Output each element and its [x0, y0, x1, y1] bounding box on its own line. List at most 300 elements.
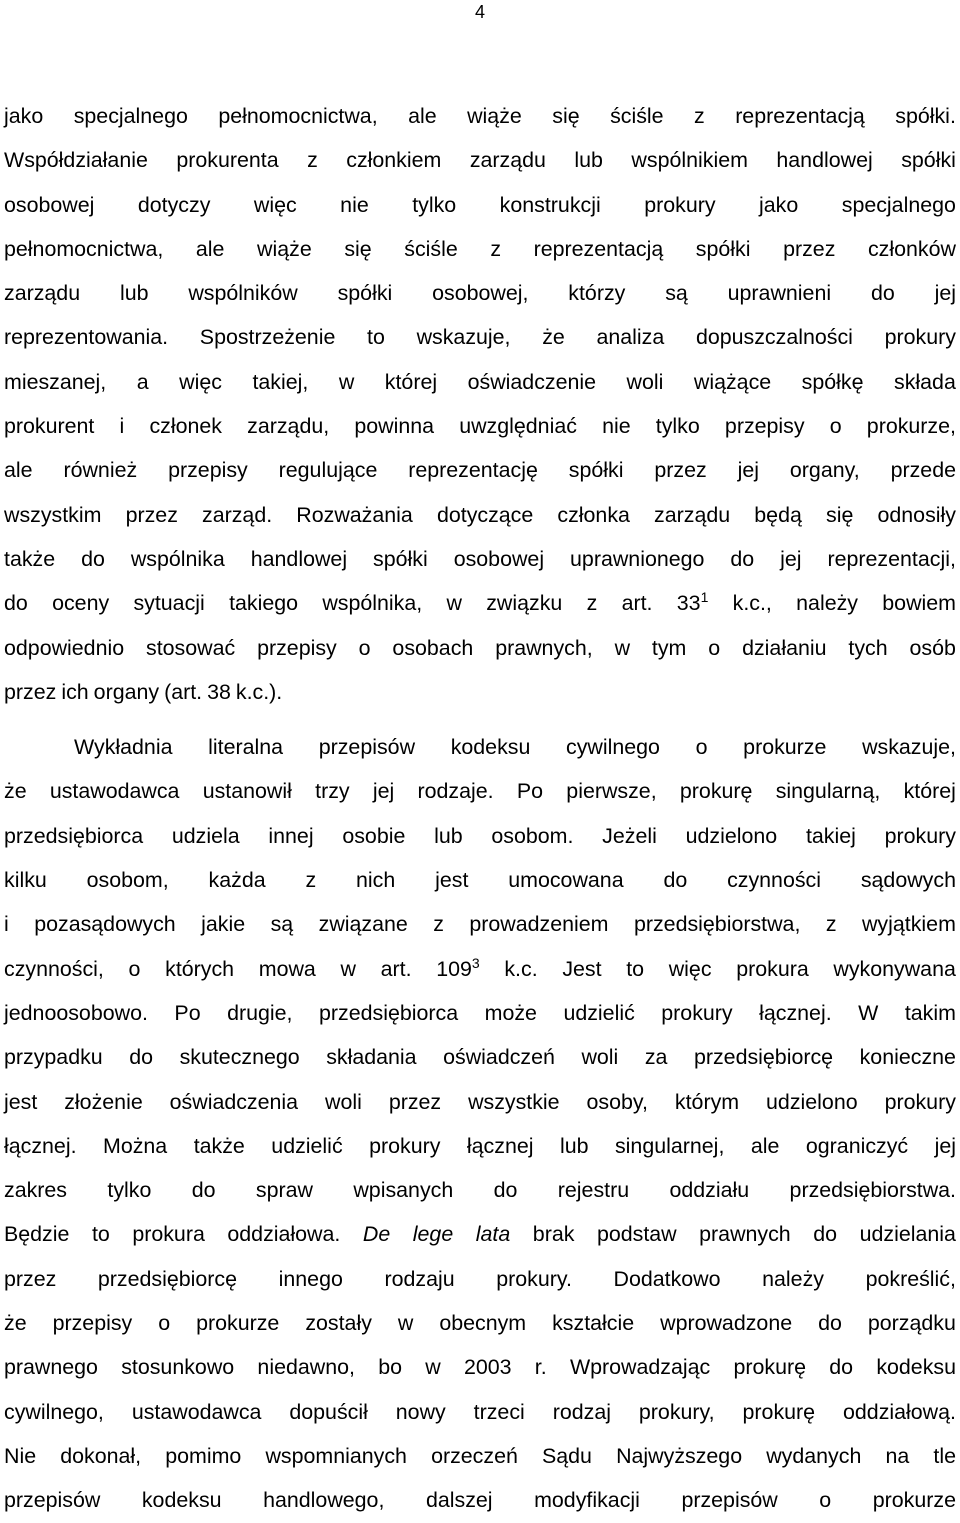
word: czynności,: [4, 956, 104, 981]
body-text: [4, 94, 956, 1523]
word: skutecznego: [179, 1045, 300, 1070]
word: przedsiębiorca: [4, 823, 144, 848]
word: związku: [486, 591, 563, 616]
word: jako: [4, 104, 44, 128]
word: zarząd.: [202, 502, 273, 527]
word: zakres: [4, 1178, 68, 1203]
word: prokurę: [742, 1399, 816, 1424]
word: konstrukcji: [499, 192, 601, 217]
word: jest: [4, 1089, 38, 1114]
word: jako: [759, 192, 799, 217]
word: ale: [4, 458, 33, 483]
word: lub: [119, 281, 149, 306]
word: woli: [581, 1045, 619, 1070]
word: do: [730, 546, 755, 571]
word: obecnym: [439, 1311, 527, 1336]
word: przez: [783, 236, 836, 261]
word: Wykładnia: [74, 735, 173, 760]
word: stosować: [146, 635, 236, 660]
word: wpisanych: [353, 1178, 454, 1203]
word: członek: [149, 414, 222, 439]
word: kodeksu: [141, 1488, 222, 1513]
word: należy: [762, 1266, 824, 1291]
word: z: [305, 868, 317, 893]
word: woli: [626, 369, 664, 394]
word: składania: [326, 1045, 417, 1070]
word: singularną,: [775, 779, 881, 804]
word: dokonał,: [60, 1443, 142, 1468]
text-line: [4, 448, 956, 492]
word: prawnych: [699, 1222, 791, 1247]
word: kilku: [4, 868, 47, 893]
word: prokury,: [638, 1399, 715, 1424]
word: bo: [378, 1355, 402, 1380]
word: i: [4, 912, 9, 937]
word: o: [708, 635, 721, 660]
word: umocowana: [508, 868, 624, 893]
word: organy,: [789, 458, 860, 483]
word: regulujące: [278, 458, 378, 483]
word: tym: [651, 635, 687, 660]
page-number: 4: [474, 2, 485, 22]
word: kodeksu: [876, 1355, 956, 1380]
word: przepisy: [168, 458, 248, 483]
word: a: [136, 369, 149, 394]
word: innej: [268, 823, 314, 848]
word: rodzaju: [384, 1266, 455, 1291]
word: drugie,: [227, 1000, 293, 1025]
word: wskazuje,: [416, 325, 511, 350]
word: w: [397, 1311, 414, 1336]
word: tylko: [412, 192, 457, 217]
word: należy: [796, 591, 858, 616]
word: prawnych,: [495, 635, 593, 660]
word: nich: [356, 868, 396, 893]
word: każda: [208, 868, 266, 893]
word: dotyczące: [436, 502, 534, 527]
word: spraw: [255, 1178, 313, 1203]
word: reprezentacją: [533, 236, 664, 261]
word: przepisy: [257, 635, 337, 660]
word: zarządu,: [247, 414, 330, 439]
word: udzielania: [859, 1222, 956, 1247]
word: z: [825, 912, 837, 937]
word: prokury: [884, 325, 956, 350]
word: tych: [848, 635, 888, 660]
word: przypadku: [4, 1045, 103, 1070]
word: prokura: [132, 1222, 205, 1247]
word: w: [338, 369, 355, 394]
word: z: [433, 912, 444, 937]
word: przez: [654, 458, 707, 483]
word: oddziału: [669, 1178, 750, 1203]
word: odpowiednio: [4, 635, 125, 660]
word: jej: [372, 779, 395, 804]
word: do: [81, 546, 105, 571]
word: sytuacji: [133, 591, 205, 616]
word: do: [663, 868, 688, 893]
word: nie: [340, 192, 369, 217]
word: prokurent: [4, 414, 95, 439]
word: udzielono: [685, 823, 778, 848]
text-line: [4, 1478, 956, 1522]
text-line: [4, 537, 956, 581]
word: przede: [890, 458, 956, 483]
word: się: [826, 502, 854, 527]
text-line: [4, 404, 956, 448]
text-line: [4, 581, 956, 625]
word: za: [644, 1045, 668, 1070]
word: prokurze: [196, 1311, 280, 1336]
word: tle: [933, 1443, 956, 1468]
word: przez: [125, 502, 178, 527]
word: przepisy: [52, 1311, 133, 1336]
word: do: [129, 1045, 154, 1070]
word: się: [344, 236, 372, 261]
text-line: [4, 315, 956, 359]
word: prowadzeniem: [469, 912, 609, 937]
word: r.: [534, 1355, 547, 1380]
word: $33^1$: [676, 589, 709, 616]
word: jej: [780, 546, 802, 571]
word: z: [307, 148, 318, 173]
word: lub: [574, 148, 603, 173]
word: osobach: [392, 635, 474, 660]
word: rodzaje.: [417, 779, 494, 804]
word: zarządu: [654, 502, 731, 527]
word: pokreślić,: [865, 1266, 956, 1291]
word: spółki: [901, 148, 956, 173]
word: takiej: [805, 823, 856, 848]
word: takiego: [229, 591, 299, 616]
word: przedsiębiorstwa,: [633, 912, 801, 937]
word: spółki: [373, 546, 428, 571]
word: mowa: [258, 956, 316, 981]
word: wykonywana: [833, 956, 956, 981]
word: orzeczeń: [431, 1443, 518, 1468]
word: której: [384, 369, 438, 394]
word: członka: [557, 502, 630, 527]
word: udzielić: [563, 1000, 635, 1025]
word: do: [4, 591, 28, 616]
word: dopuścił: [289, 1399, 368, 1424]
word: wspólnikiem: [631, 148, 748, 173]
word: pełnomocnictwa,: [4, 236, 164, 261]
word: przedsiębiorca: [319, 1000, 459, 1025]
word: Dodatkowo: [613, 1266, 721, 1291]
word: lub: [434, 823, 463, 848]
text-line: [4, 814, 956, 858]
word: art.: [380, 956, 412, 981]
text-line: [4, 1168, 956, 1212]
word: członkiem: [346, 148, 442, 173]
word: specjalnego: [841, 192, 956, 217]
word: ale: [195, 236, 225, 261]
word: wspólnika,: [322, 591, 423, 616]
word: modyfikacji: [534, 1488, 640, 1513]
text-line: [4, 858, 956, 902]
word: dotyczy: [137, 192, 211, 217]
word: prokury.: [496, 1266, 572, 1291]
word: dopuszczalności: [695, 325, 853, 350]
word: się: [552, 104, 580, 128]
word: oświadczenia: [169, 1089, 299, 1114]
word: pełnomocnictwa,: [218, 104, 378, 128]
word: kształcie: [552, 1311, 635, 1336]
text-line: [4, 227, 956, 271]
word: że: [4, 1311, 27, 1336]
text-line: [4, 1434, 956, 1478]
text-line: [4, 271, 956, 315]
word: singularnej,: [614, 1133, 725, 1158]
word: tylko: [655, 414, 700, 439]
word: do: [870, 281, 895, 306]
word: osobom,: [86, 868, 169, 893]
text-line: [4, 493, 956, 537]
word: De: [362, 1222, 391, 1247]
word: oświadczenie: [467, 369, 597, 394]
word: jej: [737, 458, 759, 483]
word: także: [193, 1133, 245, 1158]
word: członków: [867, 236, 956, 261]
word: jakie: [201, 912, 246, 937]
word: reprezentowania.: [4, 325, 169, 350]
text-line: [4, 138, 956, 182]
word: jej: [934, 1133, 956, 1158]
word: wskazuje,: [862, 735, 956, 760]
word: osobom.: [491, 823, 574, 848]
word: 38: [207, 679, 231, 704]
word: W: [858, 1000, 879, 1025]
word: oświadczeń: [443, 1045, 555, 1070]
text-line: [4, 947, 956, 991]
word: przepisy: [724, 414, 805, 439]
word: Sądu: [541, 1443, 592, 1468]
word: również: [63, 458, 138, 483]
word: spółki: [337, 281, 393, 306]
word: przez: [388, 1089, 442, 1114]
word: reprezentację: [408, 458, 538, 483]
text-line: [4, 183, 956, 227]
word: udzielono: [766, 1089, 858, 1114]
word: ściśle: [610, 104, 664, 128]
word: organy: [93, 679, 160, 704]
word: prokury: [369, 1133, 441, 1158]
word: do: [493, 1178, 518, 1203]
text-line: [4, 1124, 956, 1168]
word: prawnego: [4, 1355, 98, 1380]
word: bowiem: [882, 591, 956, 616]
word: lata: [475, 1222, 511, 1247]
word: Jest: [562, 956, 602, 981]
word: udzielić: [271, 1133, 343, 1158]
word: Po: [516, 779, 544, 804]
word: prokurze,: [866, 414, 956, 439]
word: to: [367, 325, 385, 350]
word: wiążące: [693, 369, 772, 394]
word: w: [446, 591, 462, 616]
word: o: [695, 735, 708, 760]
word: podstaw: [596, 1222, 677, 1247]
word: z: [490, 236, 502, 261]
word: złożenie: [64, 1089, 143, 1114]
word: (art.: [164, 679, 203, 704]
text-line: [4, 725, 956, 769]
word: Wprowadzając: [569, 1355, 711, 1380]
word: wspomnianych: [265, 1443, 407, 1468]
word: o: [829, 414, 842, 439]
word: prokury: [644, 192, 716, 217]
word: innego: [278, 1266, 343, 1291]
word: wspólnika: [130, 546, 225, 571]
word: osobowej: [4, 192, 95, 217]
word: prokurę: [733, 1355, 807, 1380]
word: przepisów: [318, 735, 416, 760]
text-line: [4, 360, 956, 404]
word: na: [885, 1443, 910, 1468]
word: ale: [750, 1133, 780, 1158]
word: to: [91, 1222, 110, 1247]
word: do: [191, 1178, 216, 1203]
text-line: [4, 991, 956, 1035]
word: to: [626, 956, 645, 981]
word: prokury: [884, 1089, 956, 1114]
word: handlowej: [776, 148, 873, 173]
word: analiza: [596, 325, 665, 350]
word: ustawodawca: [131, 1399, 262, 1424]
word: osobowej,: [432, 281, 529, 306]
word: sądowych: [860, 868, 956, 893]
word: Można: [103, 1133, 168, 1158]
text-line: [4, 1257, 956, 1301]
word: pozasądowych: [34, 912, 176, 937]
word: prokura: [736, 956, 809, 981]
word: z: [586, 591, 598, 616]
word: o: [158, 1311, 171, 1336]
word: jej: [934, 281, 956, 306]
word: Rozważania: [296, 502, 413, 527]
word: spółki: [568, 458, 624, 483]
word: Spostrzeżenie: [199, 325, 336, 350]
word: których: [165, 956, 235, 981]
word: prokury: [884, 823, 956, 848]
word: osoby,: [586, 1089, 648, 1114]
word: konieczne: [859, 1045, 956, 1070]
text-line: [4, 626, 956, 670]
word: ograniczyć: [805, 1133, 909, 1158]
text-line: [4, 1301, 956, 1345]
word: literalna: [208, 735, 284, 760]
word: przedsiębiorcę: [693, 1045, 834, 1070]
word: udziela: [171, 823, 240, 848]
word: cywilnego,: [4, 1399, 104, 1424]
word: tylko: [107, 1178, 152, 1203]
word: czynności: [727, 868, 821, 893]
text-line: [4, 1212, 956, 1256]
word: Będzie: [4, 1222, 70, 1247]
word: wprowadzone: [660, 1311, 793, 1336]
word: dalszej: [425, 1488, 493, 1513]
word: Po: [174, 1000, 201, 1025]
word: odnosiły: [877, 502, 956, 527]
text-line: [4, 1390, 956, 1434]
word: jednoosobowo.: [4, 1000, 148, 1025]
word: przedsiębiorstwa.: [789, 1178, 956, 1203]
word: nie: [602, 414, 631, 439]
word: wiąże: [257, 236, 312, 261]
word: wydanych: [766, 1443, 862, 1468]
word: także: [4, 546, 56, 571]
word: może: [484, 1000, 537, 1025]
word: w: [614, 635, 631, 660]
word: kodeksu: [450, 735, 531, 760]
word: że: [542, 325, 565, 350]
text-line: [4, 902, 956, 946]
word: łącznej.: [759, 1000, 832, 1025]
word: są: [270, 912, 294, 937]
word: prokury: [661, 1000, 733, 1025]
text-line: [4, 670, 956, 714]
word: oddziałową.: [843, 1399, 956, 1424]
word: prokurze: [872, 1488, 956, 1513]
word: do: [813, 1222, 838, 1247]
word: handlowej: [250, 546, 348, 571]
word: działaniu: [742, 635, 827, 660]
word: spółkę: [801, 369, 864, 394]
word: Najwyższego: [616, 1443, 743, 1468]
word: Jeżeli: [602, 823, 657, 848]
word: uwzględniać: [459, 414, 577, 439]
word: rodzaj: [552, 1399, 611, 1424]
word: lege: [412, 1222, 454, 1247]
word: w: [340, 956, 356, 981]
word: reprezentacją: [735, 104, 865, 128]
word: k.c.,: [732, 591, 772, 616]
word: brak: [532, 1222, 575, 1247]
word: wspólników: [188, 281, 298, 306]
word: osobowej: [453, 546, 545, 571]
word: ustanowił: [202, 779, 292, 804]
word: do: [829, 1355, 854, 1380]
word: takim: [904, 1000, 956, 1025]
word: pomimo: [165, 1443, 242, 1468]
word: pierwsze,: [566, 779, 657, 804]
word: k.c.).: [235, 679, 283, 704]
text-line: [4, 1345, 956, 1389]
word: $109^3$: [436, 954, 480, 981]
word: osób: [909, 635, 956, 660]
word: k.c.: [504, 956, 538, 981]
word: łącznej.: [4, 1133, 77, 1158]
word: ale: [408, 104, 437, 128]
word: są: [665, 281, 688, 306]
text-line: [4, 769, 956, 813]
word: takiej,: [252, 369, 309, 394]
word: oddziałowa.: [227, 1222, 341, 1247]
word: przez: [4, 1266, 57, 1291]
word: z: [694, 104, 705, 128]
word: składa: [894, 369, 956, 394]
word: którzy: [568, 281, 626, 306]
word: woli: [325, 1089, 362, 1114]
word: ich: [61, 679, 89, 704]
word: oceny: [52, 591, 110, 616]
text-line: [4, 1035, 956, 1079]
word: ściśle: [404, 236, 458, 261]
word: więc: [179, 369, 222, 394]
text-line: [4, 1080, 956, 1124]
word: rejestru: [557, 1178, 630, 1203]
